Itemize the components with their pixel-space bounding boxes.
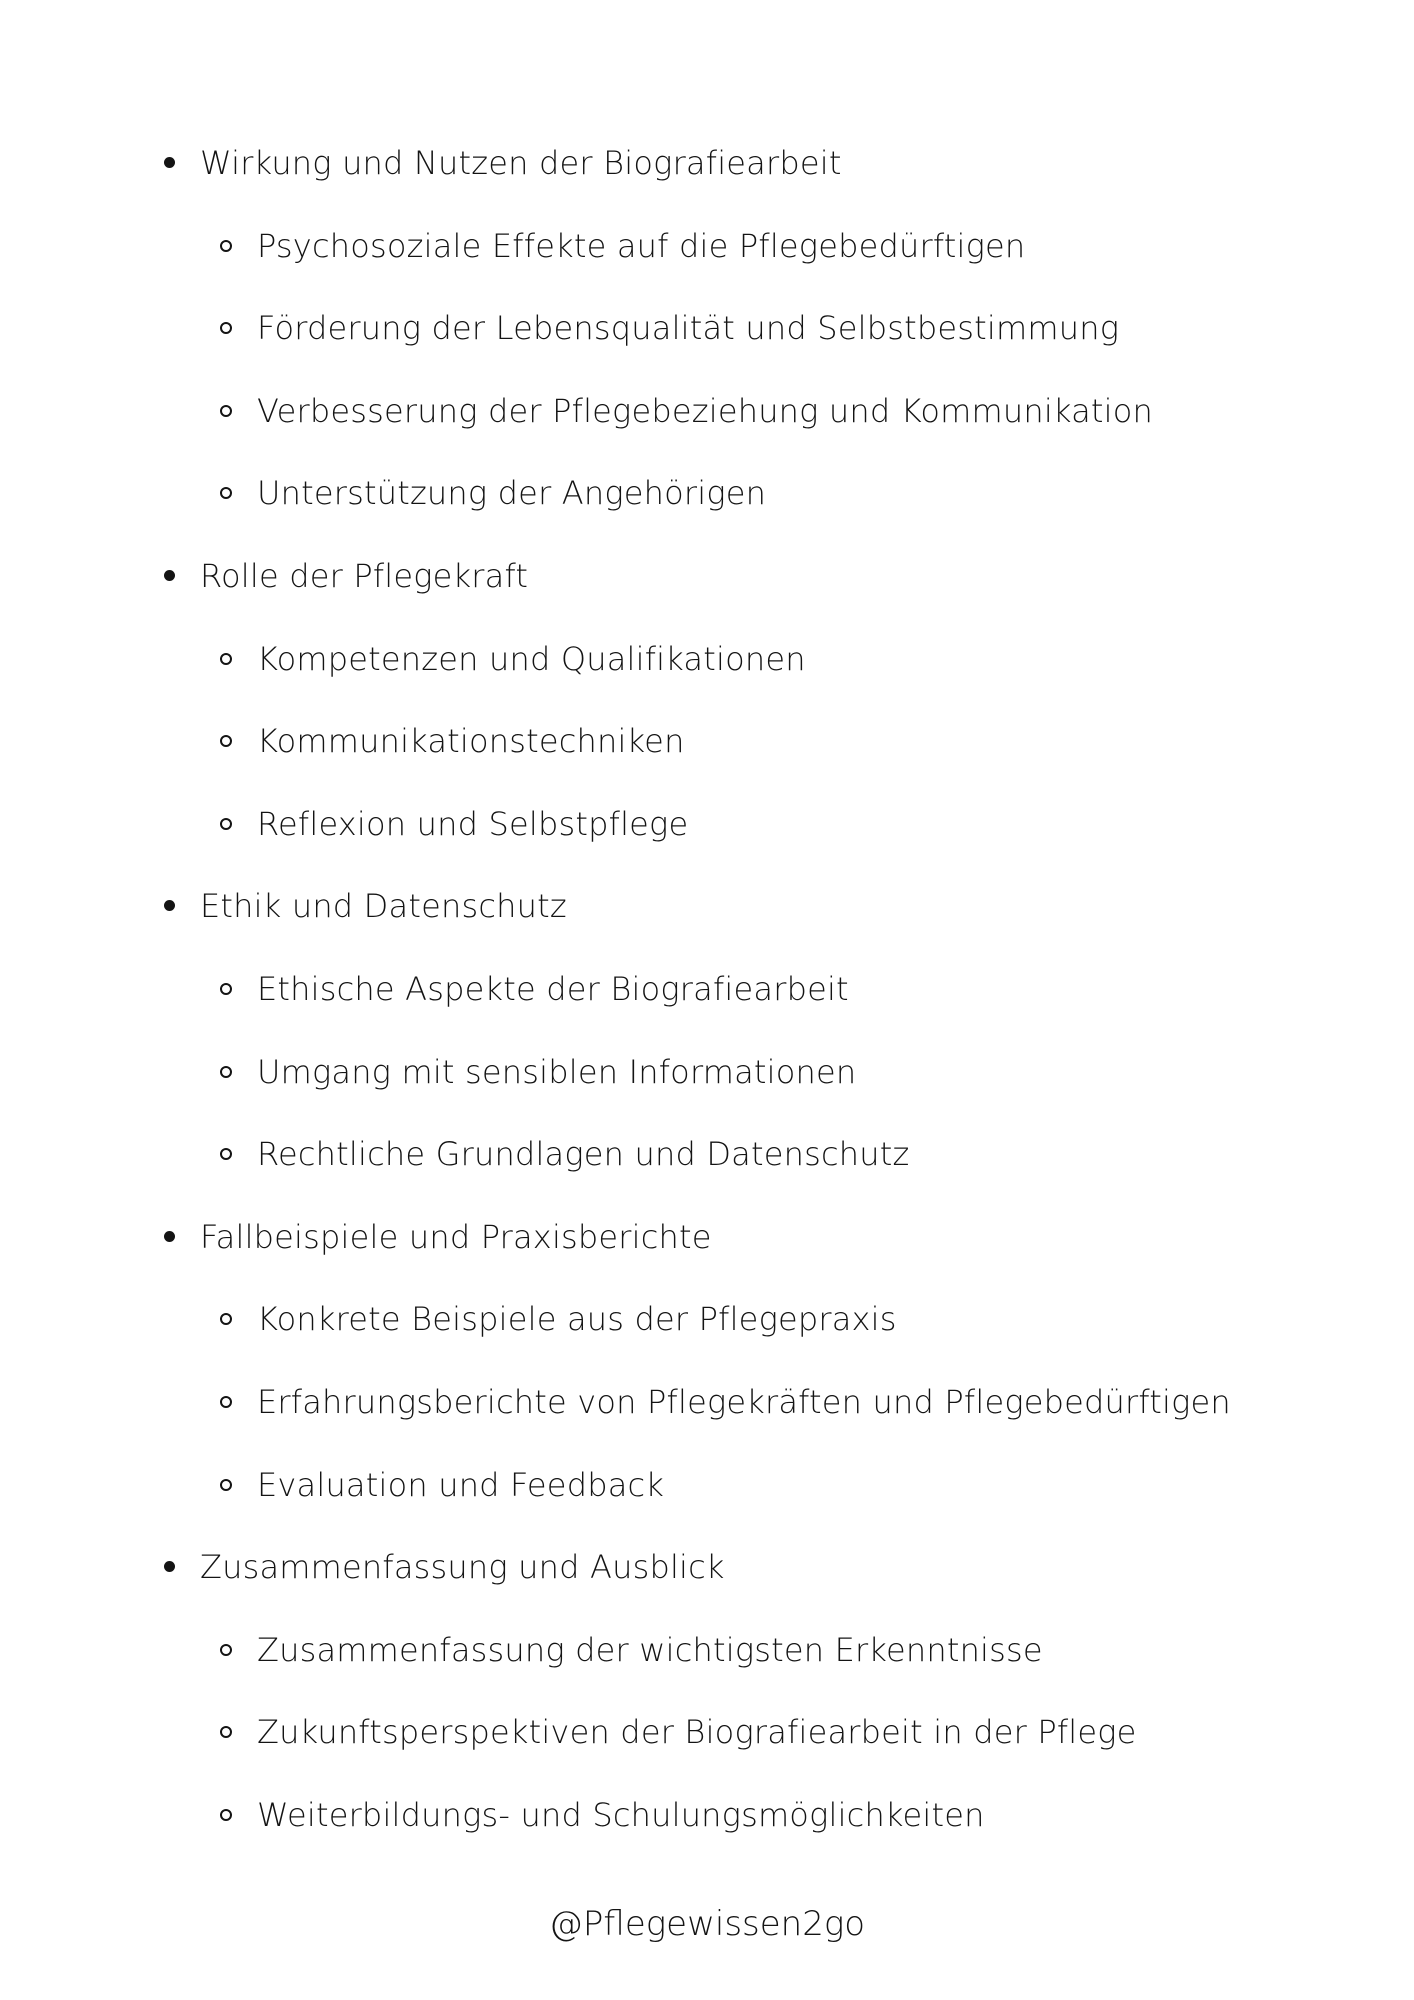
outline-item-text: Förderung der Lebensqualität und Selbstbestimmung [257,309,1120,348]
filled-disc-bullet-icon [164,157,175,168]
outline-subitem [0,469,1414,552]
hollow-circle-bullet-icon [220,1396,232,1408]
outline-item-text: Verbesserung der Pflegebeziehung und Kommunikation [257,391,1154,430]
outline-section-item [0,552,1414,635]
filled-disc-bullet-icon [164,1231,175,1242]
outline-item-text: Weiterbildungs- und Schulungsmöglichkeiten [257,1795,985,1834]
outline-item-text: Unterstützung der Angehörigen [257,474,767,513]
hollow-circle-bullet-icon [220,1313,232,1325]
outline-subitem [0,1461,1414,1544]
hollow-circle-bullet-icon [220,1066,232,1078]
outline-subitem [0,717,1414,800]
outline-item-text: Rolle der Pflegekraft [200,556,529,595]
hollow-circle-bullet-icon [220,1148,232,1160]
outline-item-text: Zusammenfassung und Ausblick [200,1548,725,1587]
outline-section-item [0,1543,1414,1626]
hollow-circle-bullet-icon [220,983,232,995]
outline-subitem [0,304,1414,387]
outline-item-text: Wirkung und Nutzen der Biografiearbeit [200,144,842,182]
hollow-circle-bullet-icon [220,322,232,334]
outline-item-text: Ethik und Datenschutz [200,887,567,926]
outline-subitem [0,965,1414,1048]
outline-subitem [0,800,1414,883]
outline-item-text: Konkrete Beispiele aus der Pflegepraxis [257,1300,897,1339]
outline-section-item [0,1213,1414,1296]
outline-item-text: Umgang mit sensiblen Informationen [257,1052,857,1091]
outline-subitem [0,1130,1414,1213]
filled-disc-bullet-icon [164,570,175,581]
outline-item-text: Kompetenzen und Qualifikationen [257,639,806,678]
hollow-circle-bullet-icon [220,1479,232,1491]
outline-subitem [0,1626,1414,1709]
outline-subitem [0,222,1414,305]
hollow-circle-bullet-icon [220,1644,232,1656]
filled-disc-bullet-icon [164,1561,175,1572]
outline-subitem [0,635,1414,718]
hollow-circle-bullet-icon [220,405,232,417]
hollow-circle-bullet-icon [220,818,232,830]
outline-item-text: Fallbeispiele und Praxisberichte [200,1217,712,1256]
hollow-circle-bullet-icon [220,653,232,665]
outline-item-text: Erfahrungsberichte von Pflegekräften und Pflegebedürftigen [257,1382,1231,1421]
outline-item-text: Rechtliche Grundlagen und Datenschutz [257,1135,910,1174]
hollow-circle-bullet-icon [220,1726,232,1738]
outline-item-text: Kommunikationstechniken [257,722,685,761]
outline-item-text: Reflexion und Selbstpflege [257,804,689,843]
outline-subitem [0,1378,1414,1461]
outline-item-text: Ethische Aspekte der Biografiearbeit [257,969,849,1008]
outline-subitem [0,387,1414,470]
hollow-circle-bullet-icon [220,735,232,747]
footer-handle: @Pflegewissen2go [548,1904,866,1944]
outline-subitem [0,1791,1414,1874]
hollow-circle-bullet-icon [220,1809,232,1821]
outline-item-text: Evaluation und Feedback [257,1465,665,1504]
filled-disc-bullet-icon [164,900,175,911]
outline-subitem [0,1048,1414,1131]
outline-subitem [0,1708,1414,1791]
topic-outline [0,139,1414,1873]
hollow-circle-bullet-icon [220,240,232,252]
outline-item-text: Psychosoziale Effekte auf die Pflegebedürftigen [257,226,1026,265]
outline-item-text: Zusammenfassung der wichtigsten Erkenntnisse [257,1630,1043,1669]
hollow-circle-bullet-icon [220,487,232,499]
outline-item-text: Zukunftsperspektiven der Biografiearbeit in der Pflege [257,1713,1137,1752]
outline-section-item [0,139,1414,222]
outline-subitem [0,1295,1414,1378]
outline-section-item [0,882,1414,965]
